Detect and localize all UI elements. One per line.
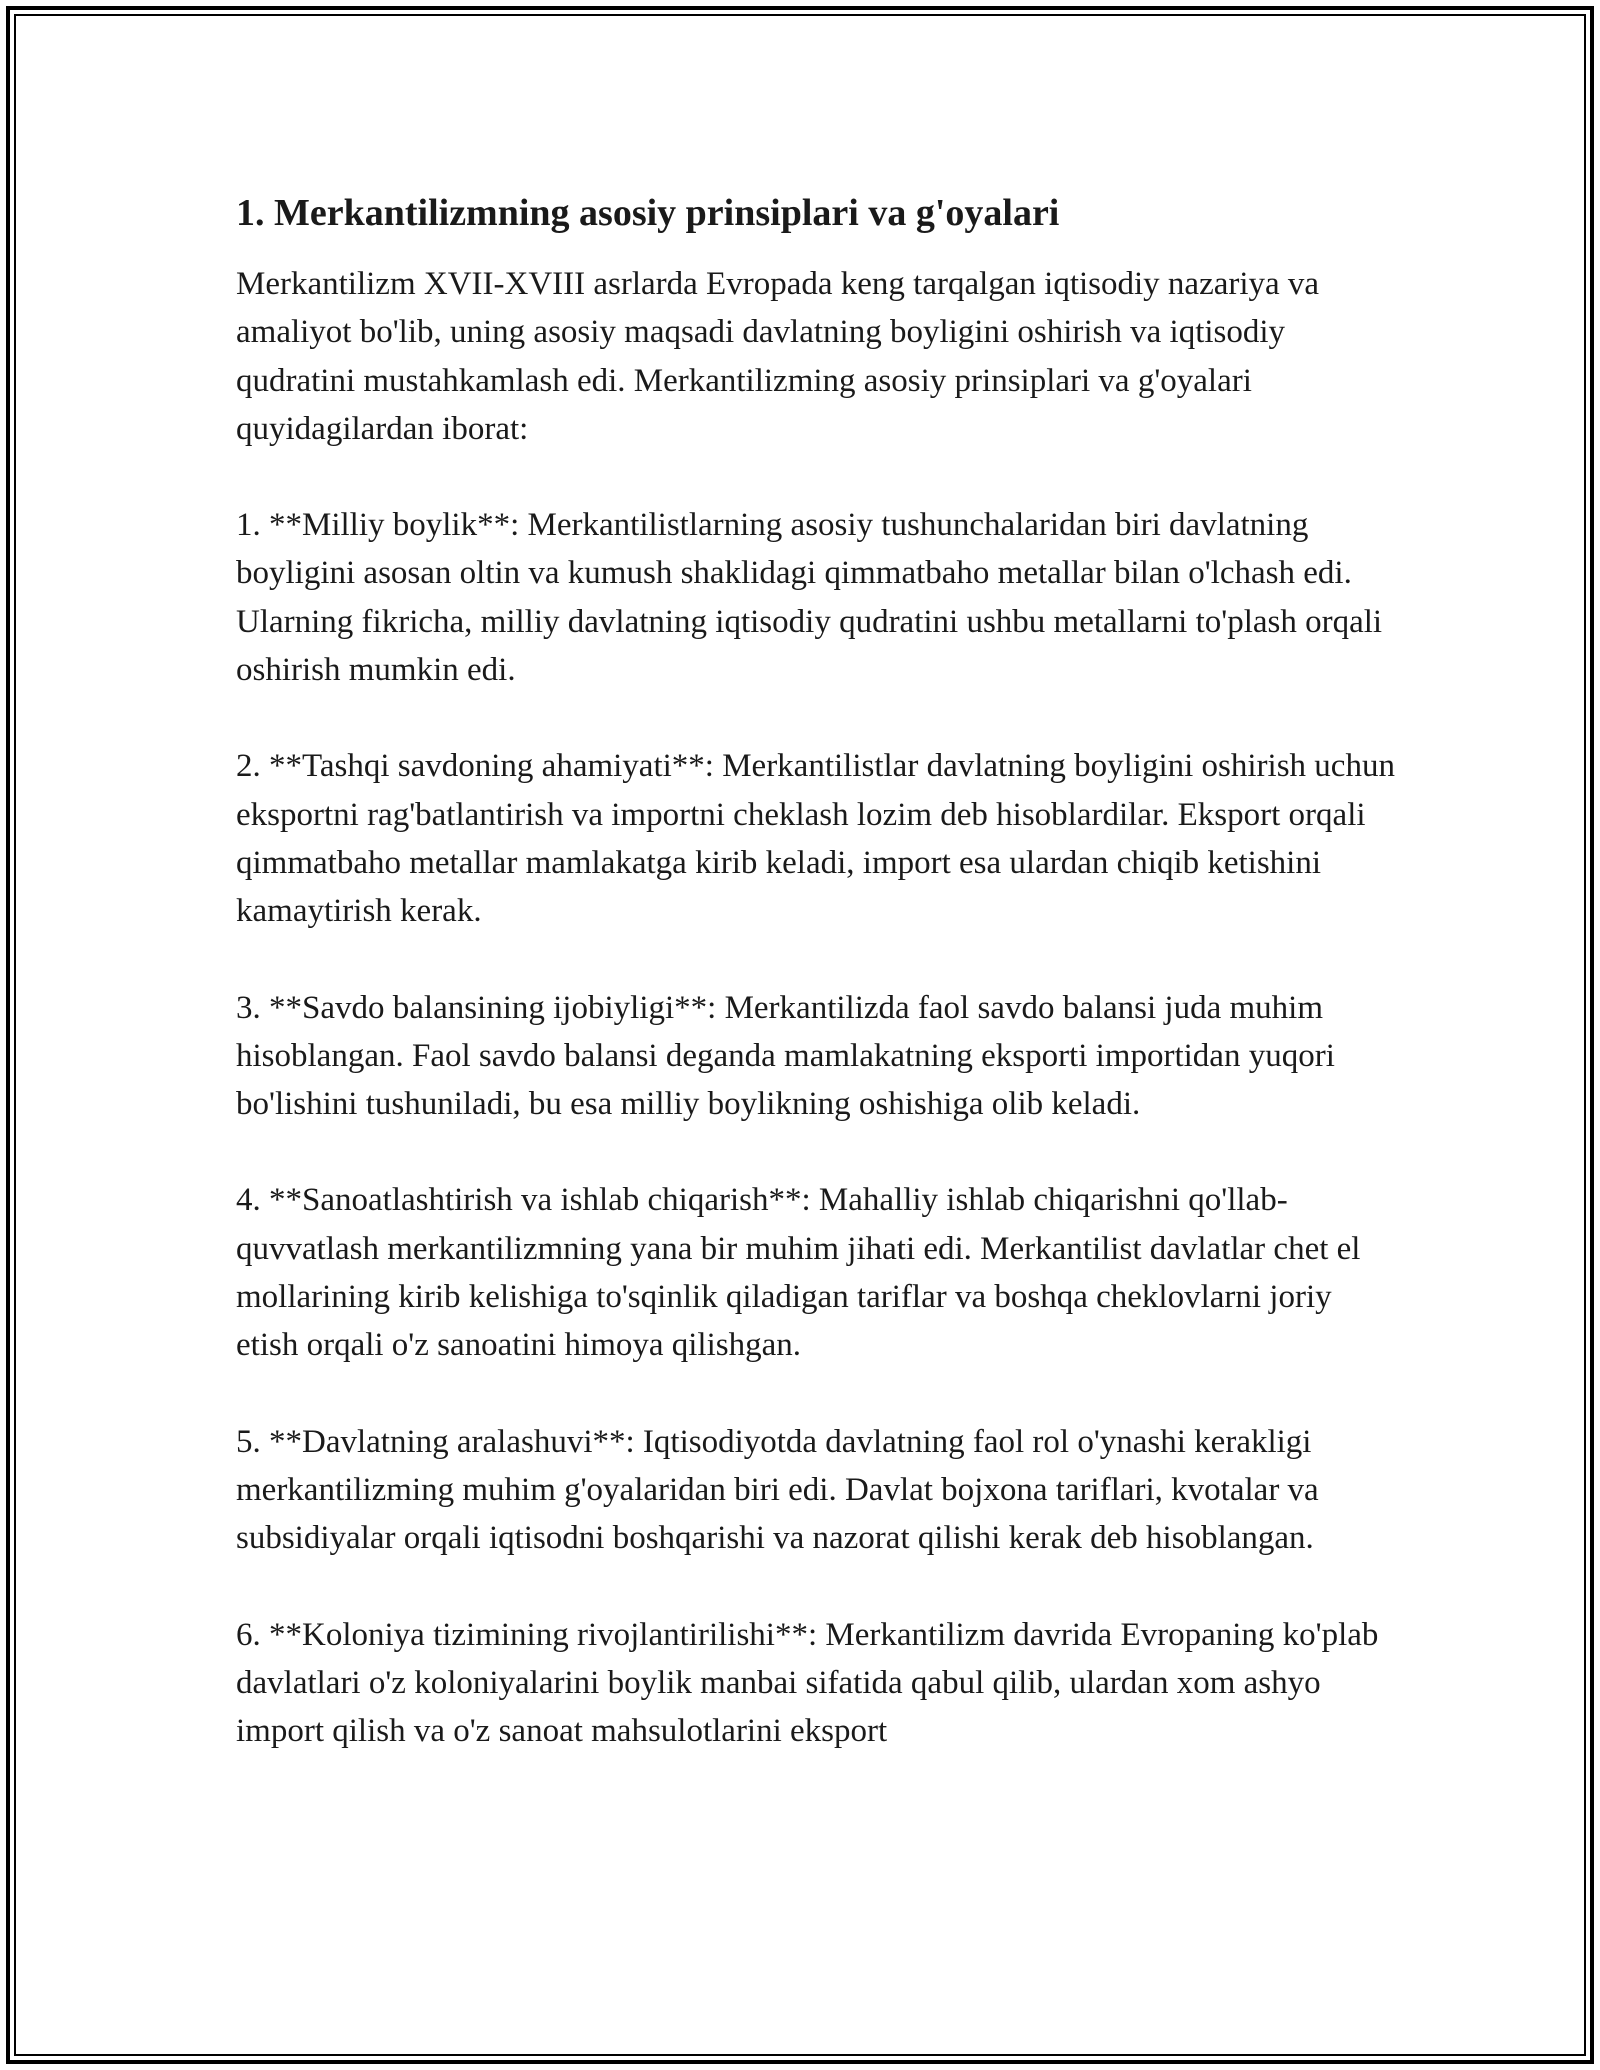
list-item-davlat-aralashuvi: 5. **Davlatning aralashuvi**: Iqtisodiyotda davlatning faol rol o'ynashi kerakligi merkantilizming muhim g'oyalaridan biri edi. Davlat bojxona tariflari, kvotalar va subsidiyalar orqali iqtisodni boshqarishi va nazorat qilishi kerak deb hisoblangan. bbox=[236, 1423, 1319, 1557]
list-item-sanoatlashtirish: 4. **Sanoatlashtirish va ishlab chiqarish**: Mahalliy ishlab chiqarishni qo'llab-quvvatlash merkantilizmning yana bir muhim jihati edi. Merkantilist davlatlar chet el mollarining kirib kelishiga to'sqinlik qiladigan tariflar va boshqa cheklovlarni joriy etish orqali o'z sanoatini himoya qilishgan. bbox=[236, 1182, 1361, 1364]
list-item-milliy-boylik: 1. **Milliy boylik**: Merkantilistlarning asosiy tushunchalaridan biri davlatning boyligini asosan oltin va kumush shaklidagi qimmatbaho metallar bilan o'lchash edi. Ularning fikricha, milliy davlatning iqtisodiy qudratini ushbu metallarni to'plash orqali oshirish mumkin edi. bbox=[236, 507, 1383, 689]
intro-paragraph: Merkantilizm XVII-XVIII asrlarda Evropada keng tarqalgan iqtisodiy nazariya va amaliyot bo'lib, uning asosiy maqsadi davlatning boyligini oshirish va iqtisodiy qudratini mustahkamlash edi. Merkantilizming asosiy prinsiplari va g'oyalari quyidagilardan iborat: bbox=[236, 266, 1320, 447]
document-body bbox=[236, 188, 1396, 1803]
list-item-tashqi-savdo: 2. **Tashqi savdoning ahamiyati**: Merkantilistlar davlatning boyligini oshirish uchun eksportni rag'batlantirish va importni cheklash lozim deb hisoblardilar. Eksport orqali qimmatbaho metallar mamlakatga kirib keladi, import esa ulardan chiqib ketishini kamaytirish kerak. bbox=[236, 748, 1395, 930]
list-item-koloniya-tizimi: 6. **Koloniya tizimining rivojlantirilishi**: Merkantilizm davrida Evropaning ko'plab davlatlari o'z koloniyalarini boylik manbai sifatida qabul qilib, ulardan xom ashyo import qilish va o'z sanoat mahsulotlarini eksport bbox=[236, 1616, 1379, 1750]
list-item-savdo-balansi: 3. **Savdo balansining ijobiyligi**: Merkantilizda faol savdo balansi juda muhim hisoblangan. Faol savdo balansi deganda mamlakatning eksporti importidan yuqori bo'lishini tushuniladi, bu esa milliy boylikning oshishiga olib keladi. bbox=[236, 989, 1335, 1123]
section-heading: 1. Merkantilizmning asosiy prinsiplari va g'oyalari bbox=[236, 192, 1060, 234]
